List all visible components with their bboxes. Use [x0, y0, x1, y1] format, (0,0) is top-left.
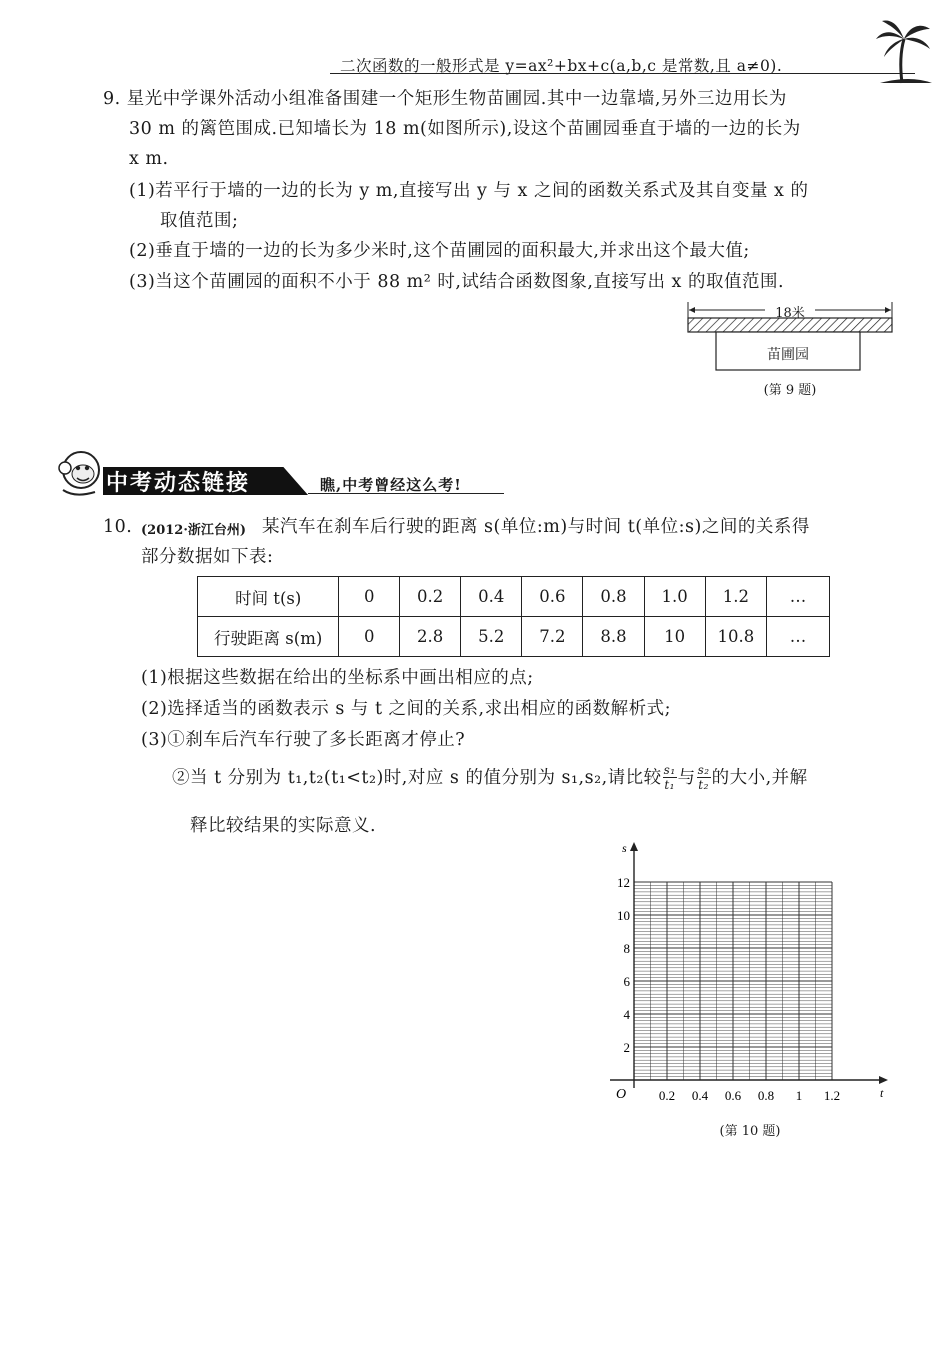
- table-cell: 10.8: [705, 617, 766, 657]
- q10-part-3b-suffix: 的大小,并解: [711, 767, 808, 788]
- q9-garden-label: 苗圃园: [767, 347, 809, 363]
- q9-line-3: x m.: [129, 149, 169, 169]
- q9-part-3: (3)当这个苗圃园的面积不小于 88 m² 时,试结合函数图象,直接写出 x 的取值范围.: [129, 272, 785, 292]
- x-axis-arrow: [879, 1076, 888, 1084]
- x-tick-label: 1.2: [823, 1088, 841, 1103]
- y-tick-label: 8: [623, 941, 630, 956]
- q10-part-1: (1)根据这些数据在给出的坐标系中画出相应的点;: [141, 668, 534, 688]
- banner-slogan: 瞧,中考曾经这么考!: [320, 476, 462, 494]
- q10-intro-1: 某汽车在刹车后行驶的距离 s(单位:m)与时间 t(单位:s)之间的关系得: [262, 517, 810, 537]
- table-header-cell: 时间 t(s): [198, 577, 339, 617]
- q10-part-3b: [172, 763, 808, 792]
- x-axis-label: t: [880, 1086, 884, 1100]
- x-tick-label: 0.4: [691, 1088, 709, 1103]
- table-row: [198, 577, 830, 617]
- table-cell: 2.8: [400, 617, 461, 657]
- fraction-2: [697, 763, 711, 792]
- table-cell: 0: [339, 617, 400, 657]
- table-cell: 0.6: [522, 577, 583, 617]
- table-cell: 7.2: [522, 617, 583, 657]
- fraction-1-den: t₁: [664, 778, 675, 792]
- q10-table: [197, 576, 830, 657]
- table-cell: 1.2: [705, 577, 766, 617]
- y-tick-label: 6: [623, 974, 630, 989]
- q10-part-2: (2)选择适当的函数表示 s 与 t 之间的关系,求出相应的函数解析式;: [141, 699, 672, 719]
- q10-intro-2: 部分数据如下表:: [141, 547, 274, 567]
- table-cell: 10: [644, 617, 705, 657]
- q10-part-3b-mid: 与: [677, 767, 696, 788]
- table-cell: 0.8: [583, 577, 644, 617]
- q9-part-1-cont: 取值范围;: [160, 211, 239, 231]
- q10-graph: [590, 838, 900, 1118]
- header-rule: 二次函数的一般形式是 y=ax²+bx+c(a,b,c 是常数,且 a≠0).: [340, 57, 783, 75]
- table-row: [198, 617, 830, 657]
- q9-line-2: 30 m 的篱笆围成.已知墙长为 18 m(如图所示),设这个苗圃园垂直于墙的一边的长为: [129, 119, 801, 139]
- palm-tree-icon: [870, 15, 935, 85]
- q9-wall-label: 18米: [775, 306, 805, 321]
- x-tick-label: 0.2: [658, 1088, 676, 1103]
- q10-caption: (第 10 题): [719, 1124, 781, 1139]
- x-tick-labels: [659, 1088, 840, 1103]
- q10-part-3a: (3)①刹车后汽车行驶了多长距离才停止?: [141, 730, 466, 750]
- fraction-2-den: t₂: [698, 778, 709, 792]
- y-tick-label: 4: [623, 1007, 630, 1022]
- q10-part-3b-line2: 释比较结果的实际意义.: [190, 816, 377, 836]
- x-tick-label: 0.8: [757, 1088, 775, 1103]
- y-tick-label: 12: [617, 875, 630, 890]
- table-cell: 8.8: [583, 617, 644, 657]
- q10-part-3b-prefix: ②当 t 分别为 t₁,t₂(t₁<t₂)时,对应 s 的值分别为 s₁,s₂,请比较: [172, 767, 662, 788]
- y-tick-labels: [617, 875, 631, 1055]
- y-axis-label: s: [622, 841, 627, 855]
- q10-number: 10.: [103, 517, 133, 537]
- fraction-1: [663, 763, 677, 792]
- table-cell: 0.2: [400, 577, 461, 617]
- q9-caption: (第 9 题): [763, 383, 817, 398]
- q9-line-1: 9. 星光中学课外活动小组准备围建一个矩形生物苗圃园.其中一边靠墙,另外三边用长为: [103, 89, 787, 109]
- table-header-cell: 行驶距离 s(m): [198, 617, 339, 657]
- x-tick-label: 1: [795, 1088, 803, 1103]
- table-cell: …: [767, 617, 830, 657]
- q10-source: (2012·浙江台州): [141, 523, 247, 538]
- origin-label: O: [616, 1087, 627, 1102]
- table-cell: 1.0: [644, 577, 705, 617]
- y-tick-label: 2: [623, 1040, 630, 1055]
- banner-title: 中考动态链接: [106, 471, 251, 496]
- y-tick-label: 10: [617, 908, 630, 923]
- fraction-2-num: s₂: [697, 763, 710, 777]
- table-cell: …: [767, 577, 830, 617]
- fraction-1-num: s₁: [663, 763, 676, 777]
- table-cell: 5.2: [461, 617, 522, 657]
- table-cell: 0: [339, 577, 400, 617]
- x-tick-label: 0.6: [724, 1088, 742, 1103]
- table-cell: 0.4: [461, 577, 522, 617]
- q9-part-1: (1)若平行于墙的一边的长为 y m,直接写出 y 与 x 之间的函数关系式及其自变量 x 的: [129, 181, 809, 201]
- y-axis-arrow: [630, 842, 638, 851]
- header-underline: [330, 73, 915, 74]
- graph-grid: [634, 882, 832, 1080]
- q9-part-2: (2)垂直于墙的一边的长为多少米时,这个苗圃园的面积最大,并求出这个最大值;: [129, 241, 750, 261]
